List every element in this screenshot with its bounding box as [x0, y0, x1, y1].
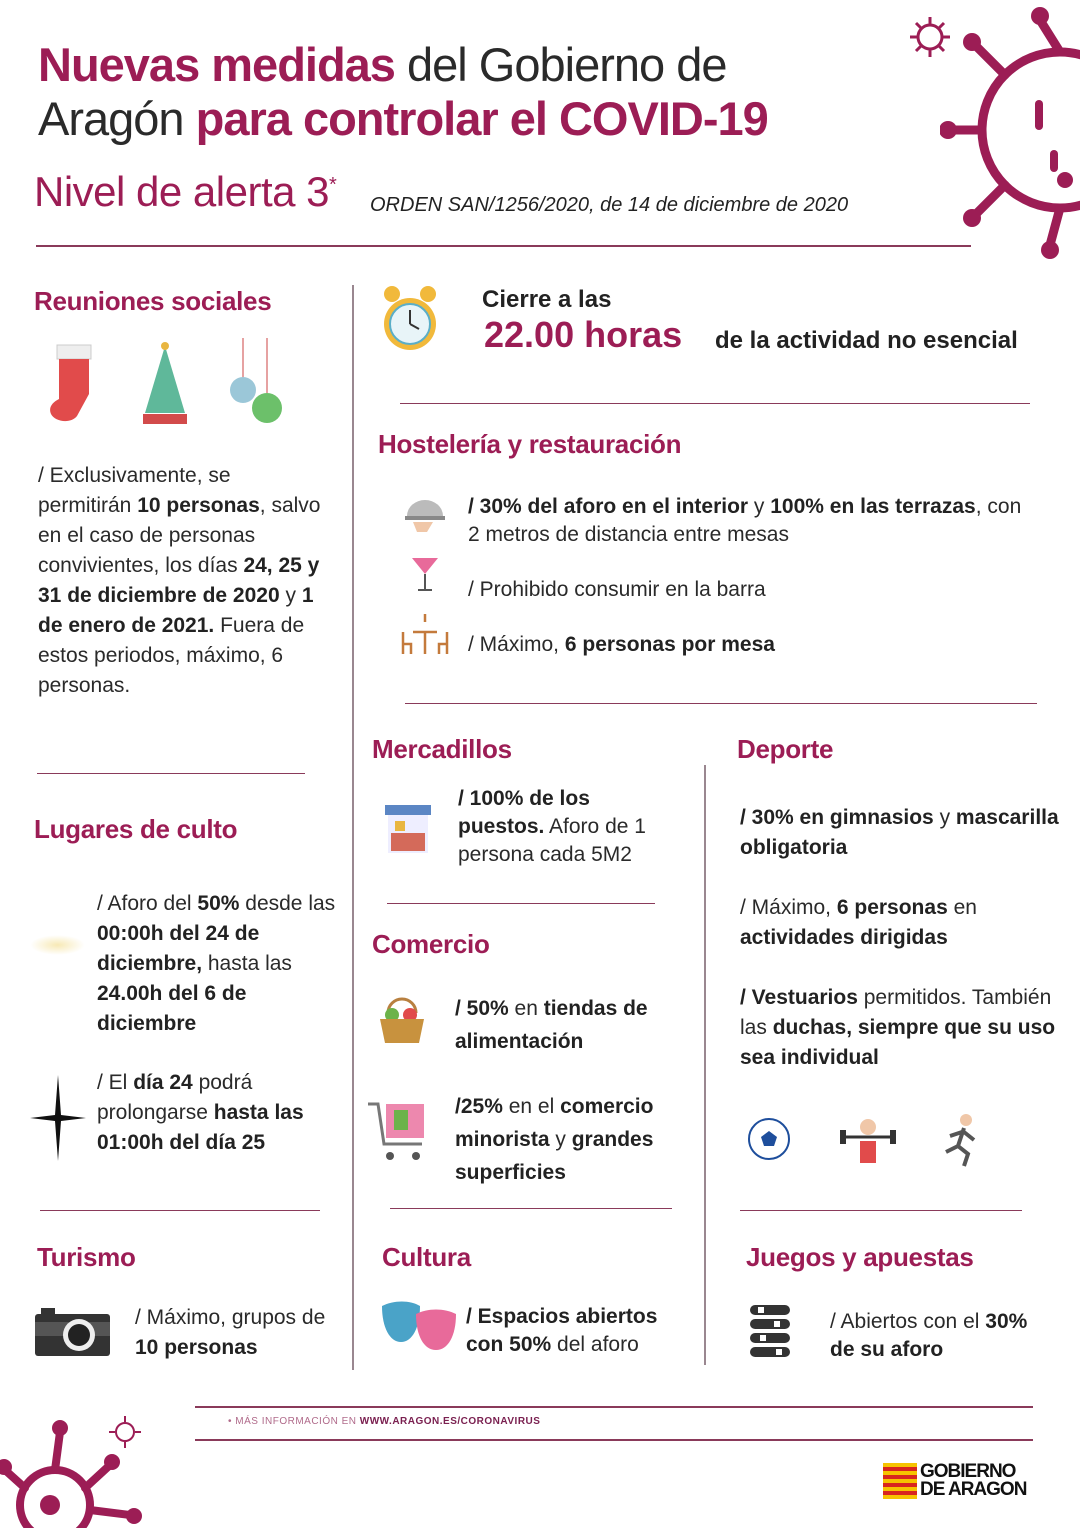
juegos-text	[830, 1308, 1030, 1364]
text-segment: y	[933, 806, 956, 829]
camera-icon	[35, 1308, 110, 1356]
bold-text-segment: 50%	[197, 892, 240, 915]
gobierno-aragon-logo	[883, 1463, 1026, 1499]
bold-text-segment: / 50%	[455, 997, 509, 1020]
comercio-item-1	[455, 992, 695, 1058]
text-segment: y	[748, 495, 771, 518]
text-segment: desde las	[239, 892, 336, 915]
more-info-prefix: MÁS INFORMACIÓN EN	[235, 1416, 360, 1427]
market-stall-icon	[383, 803, 433, 855]
bold-text-segment: 6 personas	[836, 896, 948, 919]
divider	[740, 1210, 1022, 1211]
deporte-item-2	[740, 893, 1060, 953]
page-title-line2	[38, 92, 768, 146]
bold-text-segment: 24.00h del 6 de diciembre	[97, 982, 247, 1035]
divider	[352, 285, 354, 1370]
text-segment: en	[947, 896, 977, 919]
divider	[40, 1210, 320, 1211]
bold-text-segment: duchas, siempre que su uso sea individual	[740, 1016, 1056, 1069]
virus-small-icon	[905, 12, 955, 62]
text-segment: Aragón	[38, 92, 196, 145]
bold-text-segment: / Vestuarios	[740, 986, 858, 1009]
soccer-ball-icon	[747, 1117, 791, 1161]
text-segment: / Prohibido consumir en la barra	[468, 578, 766, 601]
divider	[405, 703, 1037, 704]
star-icon	[30, 1075, 86, 1161]
mercadillos-text	[458, 785, 678, 869]
bold-text-segment: / 30% en gimnasios	[740, 806, 934, 829]
text-segment: en	[508, 997, 544, 1020]
more-info: • MÁS INFORMACIÓN EN WWW.ARAGON.ES/CORONAVIRUS	[228, 1416, 541, 1427]
text-segment: del Gobierno de	[394, 38, 727, 91]
bold-text-segment: Nuevas medidas	[38, 38, 395, 91]
poker-chips-icon	[748, 1303, 792, 1359]
theater-masks-icon	[380, 1300, 458, 1352]
section-title-hosteleria: Hostelería y restauración	[378, 429, 682, 459]
text-segment: / Aforo del	[97, 892, 198, 915]
serving-cloche-icon	[403, 490, 448, 535]
virus-icon	[0, 1410, 150, 1528]
light-glow-icon	[30, 935, 85, 955]
alert-asterisk: *	[329, 174, 337, 196]
turismo-text	[135, 1303, 335, 1363]
christmas-ornaments-icon	[225, 338, 285, 428]
reuniones-text	[38, 461, 328, 701]
bold-text-segment: tiendas de alimentación	[455, 997, 648, 1053]
bold-text-segment: hasta las 01:00h del día 25	[97, 1101, 304, 1154]
section-title-juegos: Juegos y apuestas	[746, 1242, 974, 1272]
divider	[400, 403, 1030, 404]
page-title-line1	[38, 38, 768, 92]
text-segment: / Máximo,	[468, 633, 565, 656]
text-segment: / Abiertos con el	[830, 1310, 986, 1333]
text-segment: en el	[502, 1095, 561, 1118]
alert-level-text: Nivel de alerta 3	[34, 168, 329, 215]
shopping-cart-icon	[366, 1100, 432, 1166]
logo-line1: GOBIERNO	[920, 1461, 1016, 1482]
bold-text-segment: /25%	[455, 1095, 503, 1118]
weightlifter-icon	[838, 1115, 898, 1167]
text-segment: / Máximo, grupos de	[135, 1306, 326, 1329]
deporte-item-1	[740, 803, 1060, 863]
alert-level	[34, 168, 336, 216]
section-title-comercio: Comercio	[372, 929, 490, 959]
cierre-time: 22.00 horas	[484, 314, 683, 355]
bold-text-segment: 100% en las terrazas	[770, 495, 976, 518]
hosteleria-item-1	[468, 493, 1038, 549]
virus-icon	[940, 0, 1080, 260]
text-segment: / El	[97, 1071, 134, 1094]
text-segment: del aforo	[551, 1333, 639, 1356]
bold-text-segment: 30% de su aforo	[830, 1310, 1028, 1361]
table-chairs-icon	[400, 612, 450, 657]
text-segment: y	[549, 1128, 572, 1151]
divider	[195, 1406, 1033, 1408]
cierre-line2: de la actividad no esencial	[715, 327, 1018, 354]
bold-text-segment: / 100% de los puestos.	[458, 787, 590, 838]
runner-icon	[940, 1112, 980, 1168]
bold-text-segment: 10 personas	[137, 494, 260, 517]
bold-text-segment: / 30% del aforo en el interior	[468, 495, 749, 518]
aragon-flag-icon	[883, 1463, 917, 1499]
text-segment: y	[279, 584, 302, 607]
bold-text-segment: comercio minorista	[455, 1095, 654, 1151]
bold-text-segment: 1 de enero de 2021.	[38, 584, 314, 637]
text-segment: / Exclusivamente, se permitirán	[38, 464, 231, 517]
bold-text-segment: 00:00h del 24 de diciembre,	[97, 922, 260, 975]
culto-text-1	[97, 889, 347, 1039]
text-segment: Fuera de estos periodos, máximo, 6 personas.	[38, 614, 305, 697]
bold-text-segment: para controlar el COVID-19	[195, 92, 768, 145]
cultura-text	[466, 1303, 696, 1359]
hosteleria-item-3	[468, 630, 775, 660]
bold-text-segment: actividades dirigidas	[740, 926, 948, 949]
section-title-cultura: Cultura	[382, 1242, 471, 1272]
bold-text-segment: / Espacios abiertos con 50%	[466, 1305, 658, 1356]
divider	[195, 1439, 1033, 1441]
deporte-item-3	[740, 983, 1070, 1073]
logo-line2: DE ARAGON	[920, 1479, 1027, 1500]
text-segment: permitidos. También las	[740, 986, 1052, 1039]
divider	[36, 245, 971, 247]
culto-text-2	[97, 1068, 337, 1158]
order-reference: ORDEN SAN/1256/2020, de 14 de diciembre de 2020	[370, 194, 849, 216]
cierre-line1: Cierre a las	[482, 286, 612, 313]
comercio-item-2	[455, 1090, 700, 1189]
text-segment: Aforo de 1 persona cada 5M2	[458, 815, 646, 866]
divider	[387, 903, 655, 904]
section-title-culto: Lugares de culto	[34, 814, 238, 844]
divider	[704, 765, 706, 1365]
divider	[390, 1208, 672, 1209]
bold-text-segment: 24, 25 y 31 de diciembre de 2020	[38, 554, 320, 607]
christmas-tree-icon	[135, 338, 195, 428]
section-title-turismo: Turismo	[37, 1242, 136, 1272]
section-title-deporte: Deporte	[737, 734, 834, 764]
bold-text-segment: mascarilla obligatoria	[740, 806, 1059, 859]
text-segment: podrá prolongarse	[97, 1071, 253, 1124]
grocery-basket-icon	[376, 993, 428, 1045]
bold-text-segment: 10 personas	[135, 1336, 258, 1359]
text-segment: hasta las	[202, 952, 292, 975]
section-title-reuniones: Reuniones sociales	[34, 286, 272, 316]
bold-text-segment: día 24	[133, 1071, 193, 1094]
more-info-link[interactable]: WWW.ARAGON.ES/CORONAVIRUS	[359, 1416, 541, 1427]
hosteleria-item-2	[468, 575, 766, 605]
text-segment: / Máximo,	[740, 896, 837, 919]
text-segment: , salvo en el caso de personas convivientes, los días	[38, 494, 321, 577]
bold-text-segment: grandes superficies	[455, 1128, 654, 1184]
alarm-clock-icon	[380, 284, 440, 356]
cocktail-icon	[410, 550, 440, 595]
christmas-stocking-icon	[45, 340, 100, 425]
divider	[37, 773, 305, 774]
text-segment: , con 2 metros de distancia entre mesas	[468, 495, 1022, 546]
section-title-mercadillos: Mercadillos	[372, 734, 512, 764]
bold-text-segment: 6 personas por mesa	[564, 633, 775, 656]
